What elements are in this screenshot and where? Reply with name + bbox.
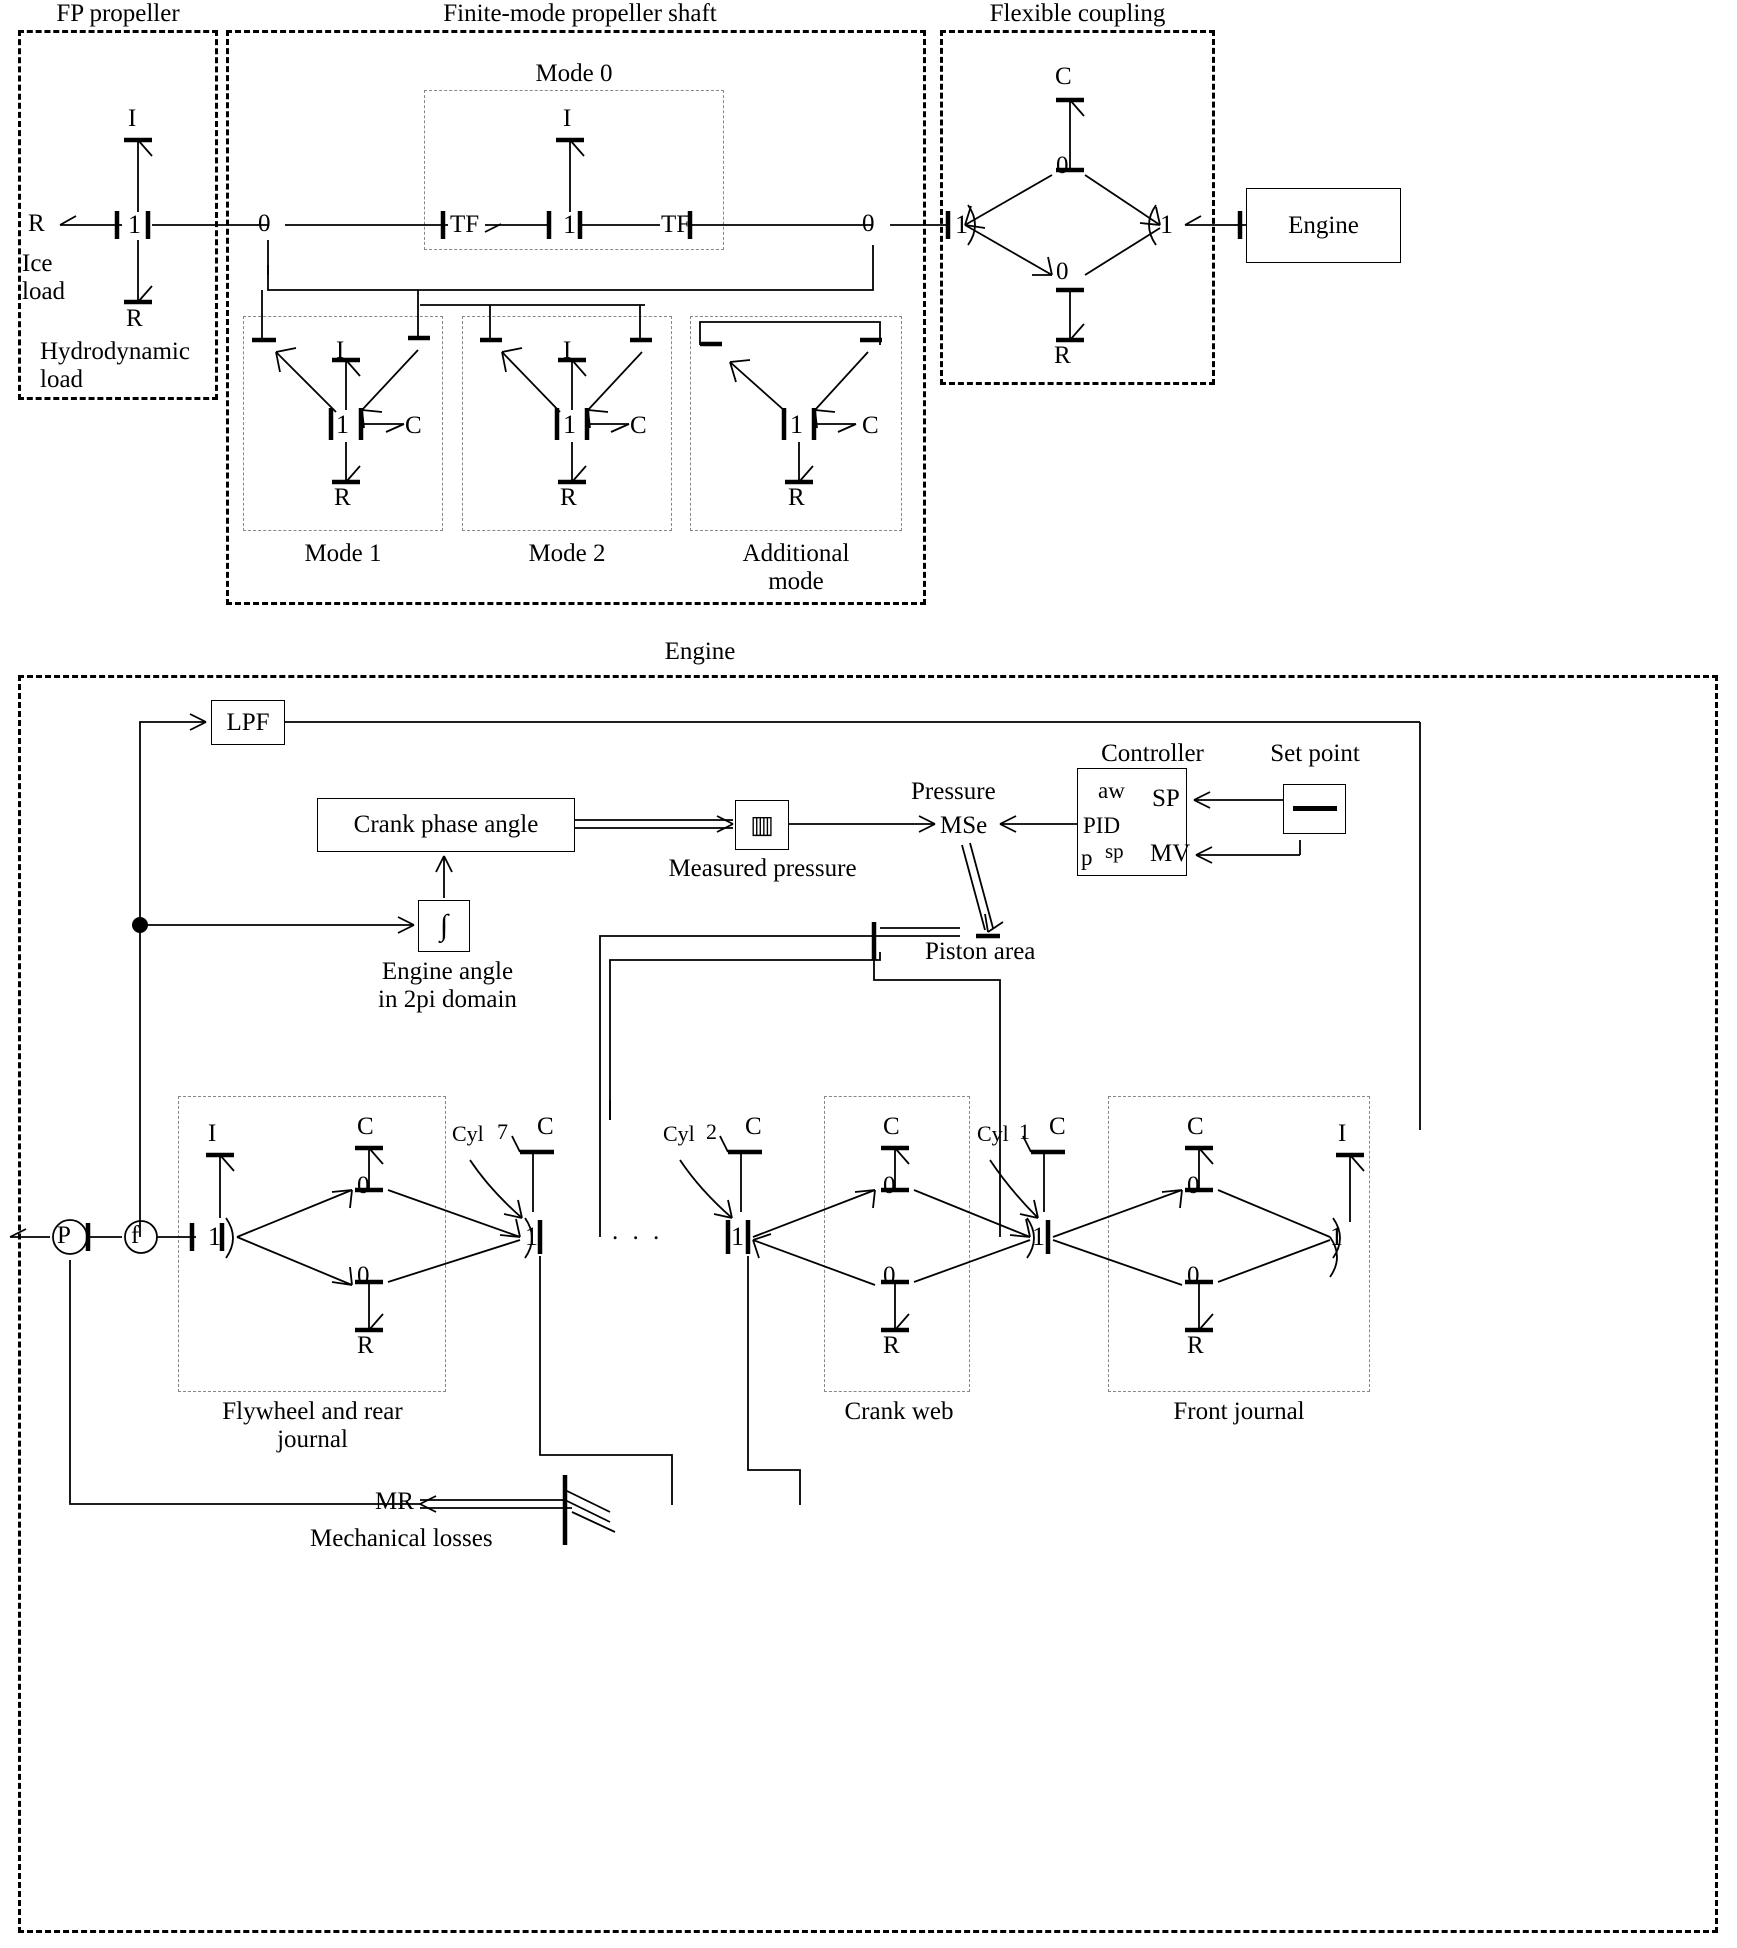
- cyl-7-capacitance-C: C: [537, 1113, 554, 1140]
- shaft-zero-left: 0: [258, 210, 271, 237]
- coupling-resistance-R: R: [1054, 342, 1071, 369]
- front-journal-junction-1: 1: [1330, 1222, 1343, 1251]
- additional-mode-capacitance-C: C: [862, 412, 879, 439]
- integrator-box[interactable]: ∫: [418, 900, 470, 952]
- crank-web-zero-bottom: 0: [883, 1262, 896, 1289]
- mode1-capacitance-C: C: [405, 412, 422, 439]
- front-journal-capacitance-C: C: [1187, 1113, 1204, 1140]
- front-journal-resistance-R: R: [1187, 1332, 1204, 1359]
- controller-sp-label: sp: [1105, 839, 1124, 863]
- cyl-1-junction-1: 1: [1032, 1222, 1045, 1251]
- flywheel-zero-top: 0: [357, 1172, 370, 1199]
- coupling-junction-right: 1: [1160, 210, 1173, 239]
- measured-pressure-box[interactable]: ▥: [735, 800, 789, 850]
- piston-area-label: Piston area: [925, 938, 1036, 965]
- mode0-tf-right: TF: [661, 211, 691, 238]
- front-journal-label: Front journal: [1173, 1398, 1305, 1425]
- section-label-fp-propeller: FP propeller: [56, 0, 180, 27]
- source-p-element: P: [57, 1222, 71, 1249]
- mode0-inertia-I: I: [563, 105, 572, 132]
- fp-hydrodynamic-load-label: Hydrodynamic load: [40, 338, 190, 393]
- mode1-label: Mode 1: [304, 540, 382, 567]
- controller-p-label: p: [1081, 845, 1093, 870]
- mode1-junction-1: 1: [336, 410, 349, 439]
- controller-aw-label: aw: [1098, 778, 1125, 803]
- engine-angle-label: Engine angle in 2pi domain: [378, 958, 517, 1013]
- set-point-marker: [1293, 806, 1337, 811]
- cyl-1-number: 1: [1019, 1119, 1030, 1144]
- flywheel-inertia-I: I: [208, 1120, 217, 1147]
- cyl-2-name: Cyl: [663, 1121, 695, 1146]
- crank-web-zero-top: 0: [883, 1172, 896, 1199]
- set-point-label: Set point: [1270, 740, 1360, 767]
- controller-title: Controller: [1101, 740, 1204, 767]
- crank-web-label: Crank web: [844, 1398, 954, 1425]
- controller-sp-port: SP: [1152, 785, 1180, 812]
- shaft-zero-right: 0: [862, 210, 875, 237]
- mr-element: MR: [375, 1488, 414, 1515]
- additional-mode-resistance-R: R: [788, 484, 805, 511]
- section-label-coupling: Flexible coupling: [989, 0, 1166, 27]
- section-label-shaft: Finite-mode propeller shaft: [443, 0, 717, 27]
- cyl-1-name: Cyl: [977, 1121, 1009, 1146]
- crank-phase-angle-box[interactable]: Crank phase angle: [317, 798, 575, 852]
- mode2-inertia-I: I: [563, 337, 572, 364]
- crank-web-resistance-R: R: [883, 1332, 900, 1359]
- coupling-zero-top: 0: [1056, 152, 1069, 179]
- source-f-element: f: [131, 1222, 140, 1249]
- mode2-resistance-R: R: [560, 484, 577, 511]
- mode0-tf-left: TF: [450, 211, 480, 238]
- mode1-resistance-R: R: [334, 484, 351, 511]
- fp-junction-1: 1: [128, 210, 141, 239]
- coupling-frame: [940, 30, 1215, 385]
- front-journal-inertia-I: I: [1338, 1120, 1347, 1147]
- fp-ice-load-label: Ice load: [22, 250, 66, 305]
- cyl-2-capacitance-C: C: [745, 1113, 762, 1140]
- mode2-label: Mode 2: [528, 540, 606, 567]
- coupling-junction-left: 1: [955, 210, 968, 239]
- crank-web-capacitance-C: C: [883, 1113, 900, 1140]
- mse-element: MSe: [940, 812, 988, 839]
- mode0-junction-1: 1: [563, 210, 576, 239]
- coupling-capacitance-C: C: [1055, 63, 1072, 90]
- mode1-inertia-I: I: [336, 337, 345, 364]
- cyl-2-junction-1: 1: [731, 1222, 744, 1251]
- flywheel-zero-bottom: 0: [357, 1262, 370, 1289]
- additional-mode-label: Additional mode: [742, 540, 850, 595]
- cyl-7-name: Cyl: [452, 1121, 484, 1146]
- ellipsis: . . .: [612, 1218, 664, 1245]
- lpf-box[interactable]: LPF: [211, 700, 285, 745]
- coupling-zero-bottom: 0: [1056, 258, 1069, 285]
- mode2-capacitance-C: C: [630, 412, 647, 439]
- mechanical-losses-label: Mechanical losses: [310, 1525, 493, 1552]
- cyl-1-capacitance-C: C: [1049, 1113, 1066, 1140]
- fp-inertia-I: I: [128, 105, 137, 132]
- additional-mode-junction-1: 1: [790, 410, 803, 439]
- flywheel-capacitance-C: C: [357, 1113, 374, 1140]
- pressure-label: Pressure: [911, 778, 996, 805]
- cyl-7-number: 7: [497, 1119, 508, 1144]
- controller-pid-label: PID: [1083, 813, 1121, 838]
- flywheel-label: Flywheel and rear journal: [222, 1398, 403, 1453]
- engine-box[interactable]: Engine: [1246, 188, 1401, 263]
- fp-resistance-bottom-R: R: [126, 305, 143, 332]
- front-journal-zero-bottom: 0: [1187, 1262, 1200, 1289]
- flywheel-junction-1: 1: [208, 1222, 221, 1251]
- fp-resistance-left-R: R: [28, 210, 45, 237]
- mode2-junction-1: 1: [563, 410, 576, 439]
- measured-pressure-label: Measured pressure: [668, 855, 857, 882]
- cyl-2-number: 2: [706, 1119, 717, 1144]
- mode0-label: Mode 0: [535, 60, 613, 87]
- flywheel-resistance-R: R: [357, 1332, 374, 1359]
- front-journal-zero-top: 0: [1187, 1172, 1200, 1199]
- section-label-engine: Engine: [664, 638, 736, 665]
- cyl-7-junction-1: 1: [525, 1222, 538, 1251]
- controller-mv-port: MV: [1150, 840, 1191, 867]
